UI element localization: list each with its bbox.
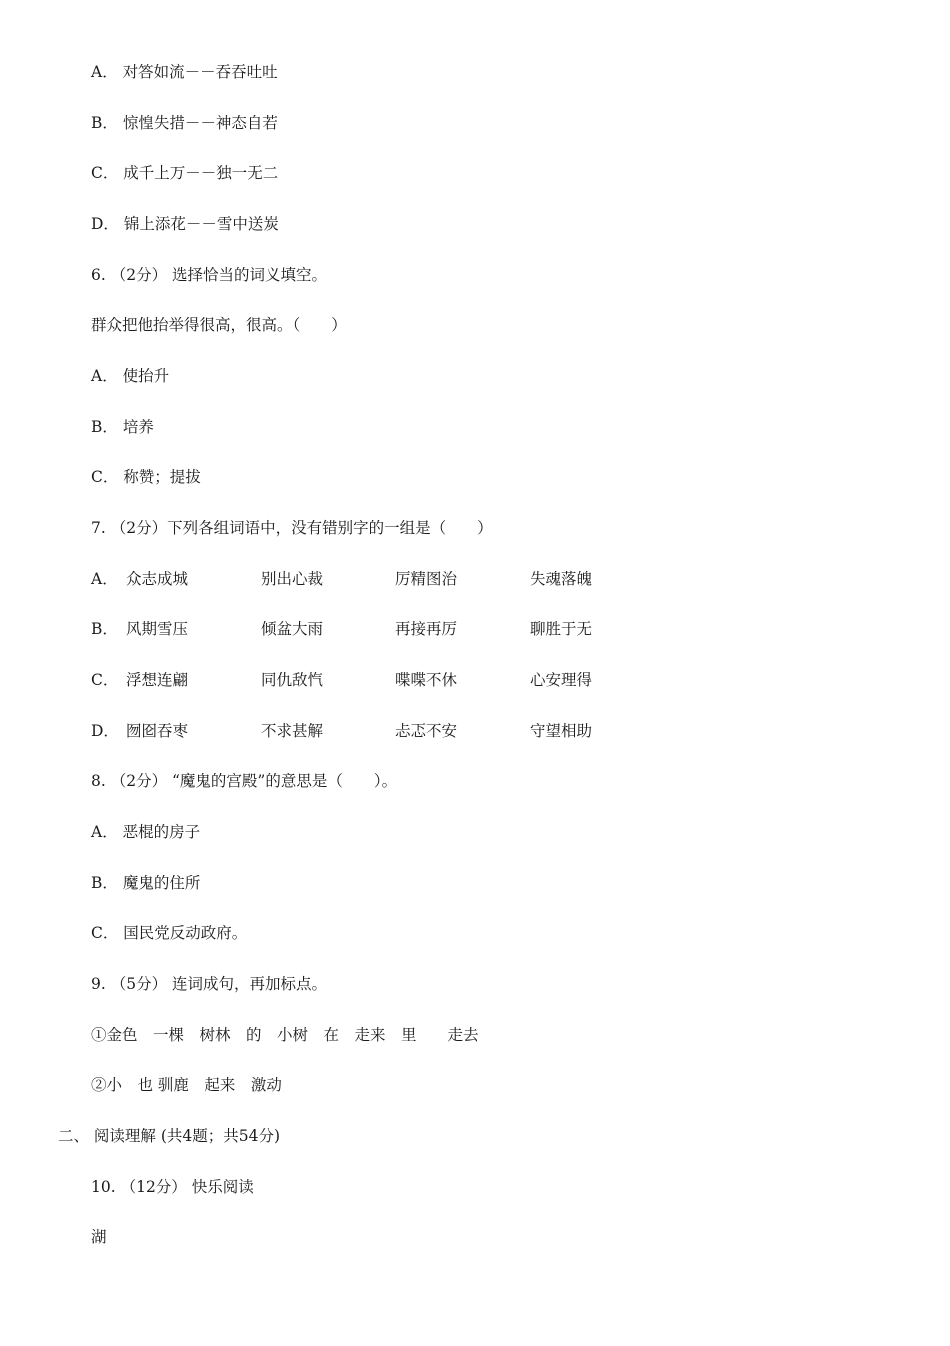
option-word: 再接再厉	[395, 620, 458, 638]
q6-sentence: 群众把他抬举得很高，很高。（ ）	[91, 316, 347, 334]
option-word: 浮想连翩	[126, 671, 189, 689]
q6-option-c: C． 称赞；提拔	[91, 468, 201, 486]
option-word: 不求甚解	[261, 722, 324, 740]
section-heading: 二、 阅读理解 (共4题；共54分)	[58, 1127, 281, 1145]
option-word: 囫囵吞枣	[126, 722, 189, 740]
option-word: 守望相助	[530, 722, 593, 740]
q5-option-b: B． 惊惶失措－－神态自若	[91, 114, 278, 132]
option-label: C．	[91, 671, 119, 689]
q5-option-d: D． 锦上添花－－雪中送炭	[91, 215, 279, 233]
option-word: 同仇敌忾	[261, 671, 324, 689]
option-word: 失魂落魄	[530, 570, 593, 588]
q9-item-2: ②小 也 驯鹿 起来 激动	[91, 1076, 282, 1094]
q9-item-1: ①金色 一棵 树林 的 小树 在 走来 里 走去	[91, 1026, 479, 1044]
q6-option-a: A． 使抬升	[91, 367, 170, 385]
option-word: 忐忑不安	[395, 722, 458, 740]
q6-question: 6. （2分） 选择恰当的词义填空。	[91, 266, 328, 284]
option-word: 别出心裁	[261, 570, 324, 588]
option-word: 倾盆大雨	[261, 620, 324, 638]
option-label: B．	[91, 620, 118, 638]
option-word: 聊胜于无	[530, 620, 593, 638]
q5-option-c: C． 成千上万－－独一无二	[91, 164, 279, 182]
option-word: 喋喋不休	[395, 671, 458, 689]
option-word: 心安理得	[530, 671, 593, 689]
passage-title: 湖	[91, 1228, 107, 1246]
option-label: A．	[91, 570, 118, 588]
q8-option-c: C． 国民党反动政府。	[91, 924, 248, 942]
q5-option-a: A． 对答如流－－吞吞吐吐	[91, 63, 278, 81]
option-word: 风期雪压	[126, 620, 189, 638]
option-label: D．	[91, 722, 119, 740]
q10-question: 10. （12分） 快乐阅读	[91, 1178, 254, 1196]
q7-question: 7. （2分）下列各组词语中，没有错别字的一组是（ ）	[91, 519, 493, 537]
q8-option-a: A． 恶棍的房子	[91, 823, 201, 841]
q8-question: 8. （2分） “魔鬼的宫殿”的意思是（ ）。	[91, 772, 398, 790]
option-word: 众志成城	[126, 570, 189, 588]
q8-option-b: B． 魔鬼的住所	[91, 874, 201, 892]
q9-question: 9. （5分） 连词成句，再加标点。	[91, 975, 328, 993]
option-word: 厉精图治	[395, 570, 458, 588]
q6-option-b: B． 培养	[91, 418, 154, 436]
